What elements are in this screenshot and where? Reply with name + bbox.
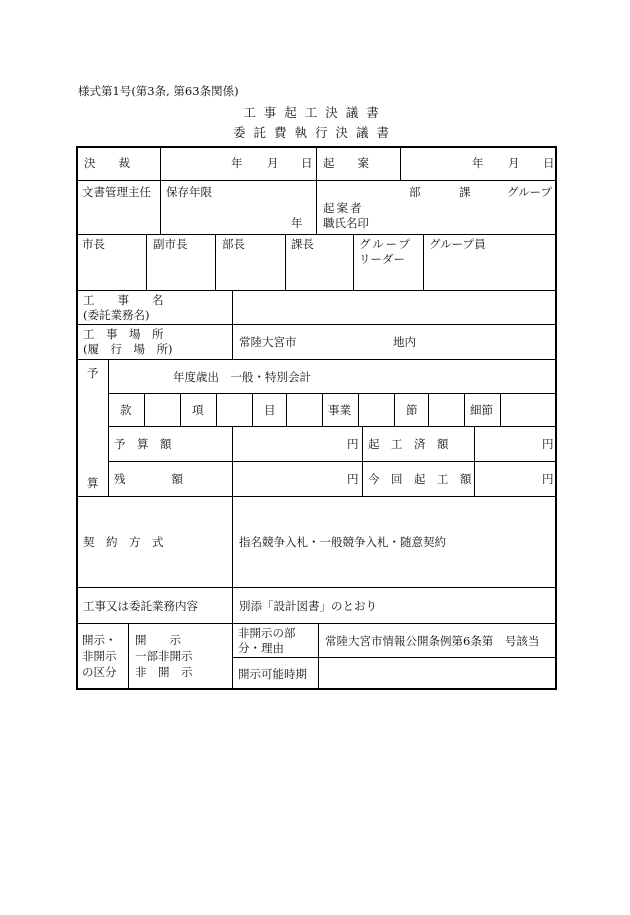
moku-label-cell [252, 393, 286, 426]
group-unit: グループ [507, 185, 553, 199]
kan-value[interactable] [144, 393, 180, 426]
started-amount-value[interactable] [474, 426, 557, 461]
dept-head-label: 部長 [222, 237, 245, 251]
setsu-label: 節 [406, 403, 418, 417]
budget-amount-value[interactable] [232, 426, 362, 461]
kessai-year: 年 [231, 156, 243, 170]
jigyou-value[interactable] [358, 393, 394, 426]
disclosure-opt-partial[interactable]: 一部非開示 [135, 649, 193, 663]
retention-unit: 年 [291, 216, 303, 230]
this-amount-label-cell [362, 461, 474, 496]
kan-label-cell [108, 393, 144, 426]
doc-manager-label: 文書管理主任 [82, 185, 151, 199]
kessai-month: 月 [267, 156, 279, 170]
form-number: 様式第1号(第3条, 第63条関係) [78, 84, 239, 98]
location-value-cell[interactable] [232, 324, 557, 359]
content-value-cell[interactable] [232, 587, 557, 623]
location-label-1: 工 事 場 所 [83, 327, 164, 341]
location-suffix: 地内 [393, 335, 416, 349]
doc-manager-cell [78, 180, 160, 234]
disclosure-cat-2: 非開示 [82, 649, 117, 663]
kian-label-cell [316, 148, 400, 180]
content-value: 別添「設計図書」のとおり [239, 599, 377, 613]
contract-label: 契 約 方 式 [83, 535, 164, 549]
kian-day: 日 [543, 156, 555, 170]
disclosure-opt-closed[interactable]: 非 開 示 [135, 665, 193, 679]
jigyou-label-cell [322, 393, 358, 426]
saisetsu-value[interactable] [500, 393, 557, 426]
section-unit: 課 [459, 185, 471, 199]
disclosure-options-cell[interactable] [128, 623, 232, 690]
location-label-2: (履 行 場 所) [83, 342, 173, 356]
kian-year: 年 [472, 156, 484, 170]
balance-label-cell [108, 461, 232, 496]
kou-label-cell [180, 393, 216, 426]
group-leader-cell[interactable] [353, 234, 423, 290]
kian-date-cell[interactable] [400, 148, 557, 180]
contract-label-cell [78, 496, 232, 587]
budget-side-top: 予 [87, 366, 99, 380]
project-name-label-2: (委託業務名) [83, 308, 150, 322]
budget-amount-yen: 円 [347, 437, 359, 451]
disclosure-cat-1: 開示・ [82, 633, 117, 647]
setsu-label-cell [394, 393, 428, 426]
location-city: 常陸大宮市 [239, 335, 297, 349]
title-name-seal: 職氏名印 [323, 216, 369, 230]
saisetsu-label: 細節 [470, 403, 493, 417]
kessai-day: 日 [301, 156, 313, 170]
balance-yen: 円 [347, 472, 359, 486]
kessai-label: 決 裁 [84, 156, 130, 170]
this-amount-label: 今 回 起 工 額 [368, 472, 472, 486]
started-amount-label: 起 工 済 額 [368, 437, 449, 451]
this-amount-yen: 円 [542, 472, 554, 486]
ordinance-cell[interactable] [318, 623, 557, 657]
moku-label: 目 [264, 403, 276, 417]
budget-amount-label-cell [108, 426, 232, 461]
possible-time-label-cell [232, 657, 318, 690]
ordinance-text: 常陸大宮市情報公開条例第6条第 号該当 [325, 634, 540, 648]
vice-mayor-cell[interactable] [146, 234, 215, 290]
fiscal-line: 年度歳出 一般・特別会計 [173, 370, 311, 384]
kan-label: 款 [120, 403, 132, 417]
content-label: 工事又は委託業務内容 [83, 599, 198, 613]
kou-label: 項 [192, 403, 204, 417]
section-head-cell[interactable] [285, 234, 353, 290]
title-construction: 工事起工決議書 [243, 105, 387, 120]
budget-side-bottom: 算 [87, 476, 99, 490]
disclosure-opt-open[interactable]: 開 示 [135, 633, 181, 647]
section-head-label: 課長 [291, 237, 314, 251]
retention-cell[interactable] [160, 180, 316, 234]
vice-mayor-label: 副市長 [153, 237, 188, 251]
possible-time-value[interactable] [318, 657, 557, 690]
drafter-cell[interactable] [316, 180, 557, 234]
this-amount-value[interactable] [474, 461, 557, 496]
nondisclosed-label-2: 分・理由 [238, 641, 284, 655]
moku-value[interactable] [286, 393, 322, 426]
project-name-value[interactable] [232, 290, 557, 324]
kessai-label-cell [78, 148, 160, 180]
project-name-label-1: 工 事 名 [83, 293, 164, 307]
budget-amount-label: 予 算 額 [114, 437, 172, 451]
kou-value[interactable] [216, 393, 252, 426]
content-label-cell [78, 587, 232, 623]
balance-label: 残 額 [114, 472, 183, 486]
fiscal-line-cell[interactable] [108, 359, 557, 393]
disclosure-category-cell [78, 623, 128, 690]
title-commission: 委託費執行決議書 [232, 125, 397, 140]
dept-unit: 部 [409, 185, 421, 199]
saisetsu-label-cell [464, 393, 500, 426]
group-leader-label-2: リーダー [359, 252, 405, 266]
project-name-label-cell [78, 290, 232, 324]
started-amount-label-cell [362, 426, 474, 461]
jigyou-label: 事業 [328, 403, 351, 417]
form-table [76, 146, 557, 690]
contract-value: 指名競争入札・一般競争入札・随意契約 [239, 535, 446, 549]
retention-label: 保存年限 [166, 185, 212, 199]
kian-month: 月 [508, 156, 520, 170]
balance-value[interactable] [232, 461, 362, 496]
nondisclosed-label-1: 非開示の部 [238, 626, 296, 640]
budget-side-cell [78, 359, 108, 496]
setsu-value[interactable] [428, 393, 464, 426]
kian-label: 起 案 [323, 156, 369, 170]
nondisclosed-label-cell [232, 623, 318, 657]
mayor-cell[interactable] [78, 234, 146, 290]
group-member-cell[interactable] [423, 234, 557, 290]
group-leader-label-1: グループ [359, 237, 413, 251]
group-member-label: グループ員 [429, 237, 486, 251]
contract-value-cell[interactable] [232, 496, 557, 587]
disclosure-cat-3: の区分 [82, 665, 117, 679]
location-label-cell [78, 324, 232, 359]
drafter-label: 起案者 [323, 201, 364, 215]
kessai-date-cell[interactable] [160, 148, 316, 180]
dept-head-cell[interactable] [215, 234, 285, 290]
possible-time-label: 開示可能時期 [238, 667, 307, 681]
started-amount-yen: 円 [542, 437, 554, 451]
mayor-label: 市長 [82, 237, 105, 251]
